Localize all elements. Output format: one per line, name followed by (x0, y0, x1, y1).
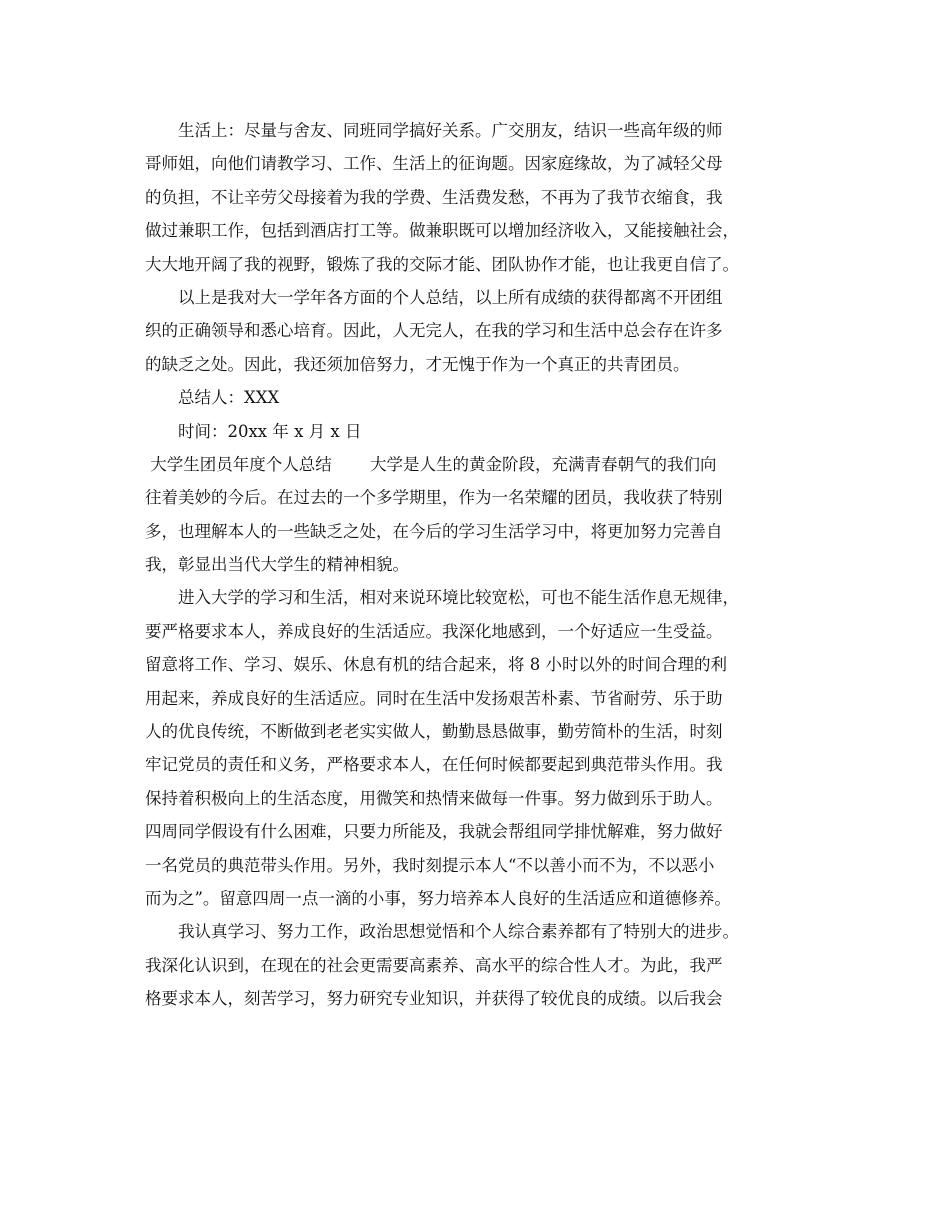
text-line: 一名党员的典范带头作用。另外，我时刻提示本人“不以善小而不为，不以恶小 (145, 855, 715, 875)
text-line: 用起来，养成良好的生活适应。同时在生活中发扬艰苦朴素、节省耐劳、乐于助 (145, 688, 723, 708)
text-line: 要严格要求本人，养成良好的生活适应。我深化地感到，一个好适应一生受益。 (145, 621, 723, 641)
text-line: 留意将工作、学习、娱乐、休息有机的结合起来，将 8 小时以外的时间合理的利 (145, 655, 727, 675)
text-line: 格要求本人，刻苦学习，努力研究专业知识，并获得了较优良的成绩。以后我会 (145, 989, 723, 1009)
text-line: 四周同学假设有什么困难，只要力所能及，我就会帮组同学排忧解难，努力做好 (145, 822, 723, 842)
text-line: 我深化认识到，在现在的社会更需要高素养、高水平的综合性人才。为此，我严 (145, 955, 723, 975)
text-line: 多，也理解本人的一些缺乏之处，在今后的学习生活学习中，将更加努力完善自 (145, 521, 723, 541)
text-line: 的负担，不让辛劳父母接着为我的学费、生活费发愁，不再为了我节衣缩食，我 (145, 187, 723, 207)
text-line: 牢记党员的责任和义务，严格要求本人，在任何时候都要起到典范带头作用。我 (145, 755, 723, 775)
text-line: 生活上：尽量与舍友、同班同学搞好关系。广交朋友，结识一些高年级的师 (145, 121, 723, 140)
text-line: 的缺乏之处。因此，我还须加倍努力，才无愧于作为一个真正的共青团员。 (145, 354, 690, 374)
text-line: 大大地开阔了我的视野，锻炼了我的交际才能、团队协作才能，也让我更自信了。 (145, 254, 739, 274)
signer-line: 总结人：XXX (145, 388, 280, 408)
text-line: 往着美妙的今后。在过去的一个多学期里，作为一名荣耀的团员，我收获了特别 (145, 488, 723, 508)
text-line: 进入大学的学习和生活，相对来说环境比较宽松，可也不能生活作息无规律， (145, 588, 739, 608)
text-line: 以上是我对大一学年各方面的个人总结，以上所有成绩的获得都离不开团组 (145, 287, 723, 307)
text-line: 保持着积极向上的生活态度，用微笑和热情来做每一件事。努力做到乐于助人。 (145, 788, 723, 808)
text-line: 而为之”。留意四周一点一滴的小事，努力培养本人良好的生活适应和道德修养。 (145, 888, 731, 908)
text-line: 大学生团员年度个人总结 大学是人生的黄金阶段，充满青春朝气的我们向 (145, 454, 717, 474)
text-line: 织的正确领导和悉心培育。因此，人无完人，在我的学习和生活中总会存在许多 (145, 321, 723, 341)
text-line: 人的优良传统，不断做到老老实实做人，勤勤恳恳做事，勤劳简朴的生活，时刻 (145, 722, 723, 742)
text-line: 做过兼职工作，包括到酒店打工等。做兼职既可以增加经济收入，又能接触社会， (145, 221, 739, 241)
text-line: 我认真学习、努力工作，政治思想觉悟和个人综合素养都有了特别大的进步。 (145, 922, 739, 942)
document-body (145, 114, 809, 1016)
text-line: 哥师姐，向他们请教学习、工作、生活上的征询题。因家庭缘故，为了减轻父母 (145, 154, 723, 174)
text-line: 我，彰显出当代大学生的精神相貌。 (145, 555, 409, 575)
date-line: 时间：20xx 年 x 月 x 日 (145, 421, 362, 441)
